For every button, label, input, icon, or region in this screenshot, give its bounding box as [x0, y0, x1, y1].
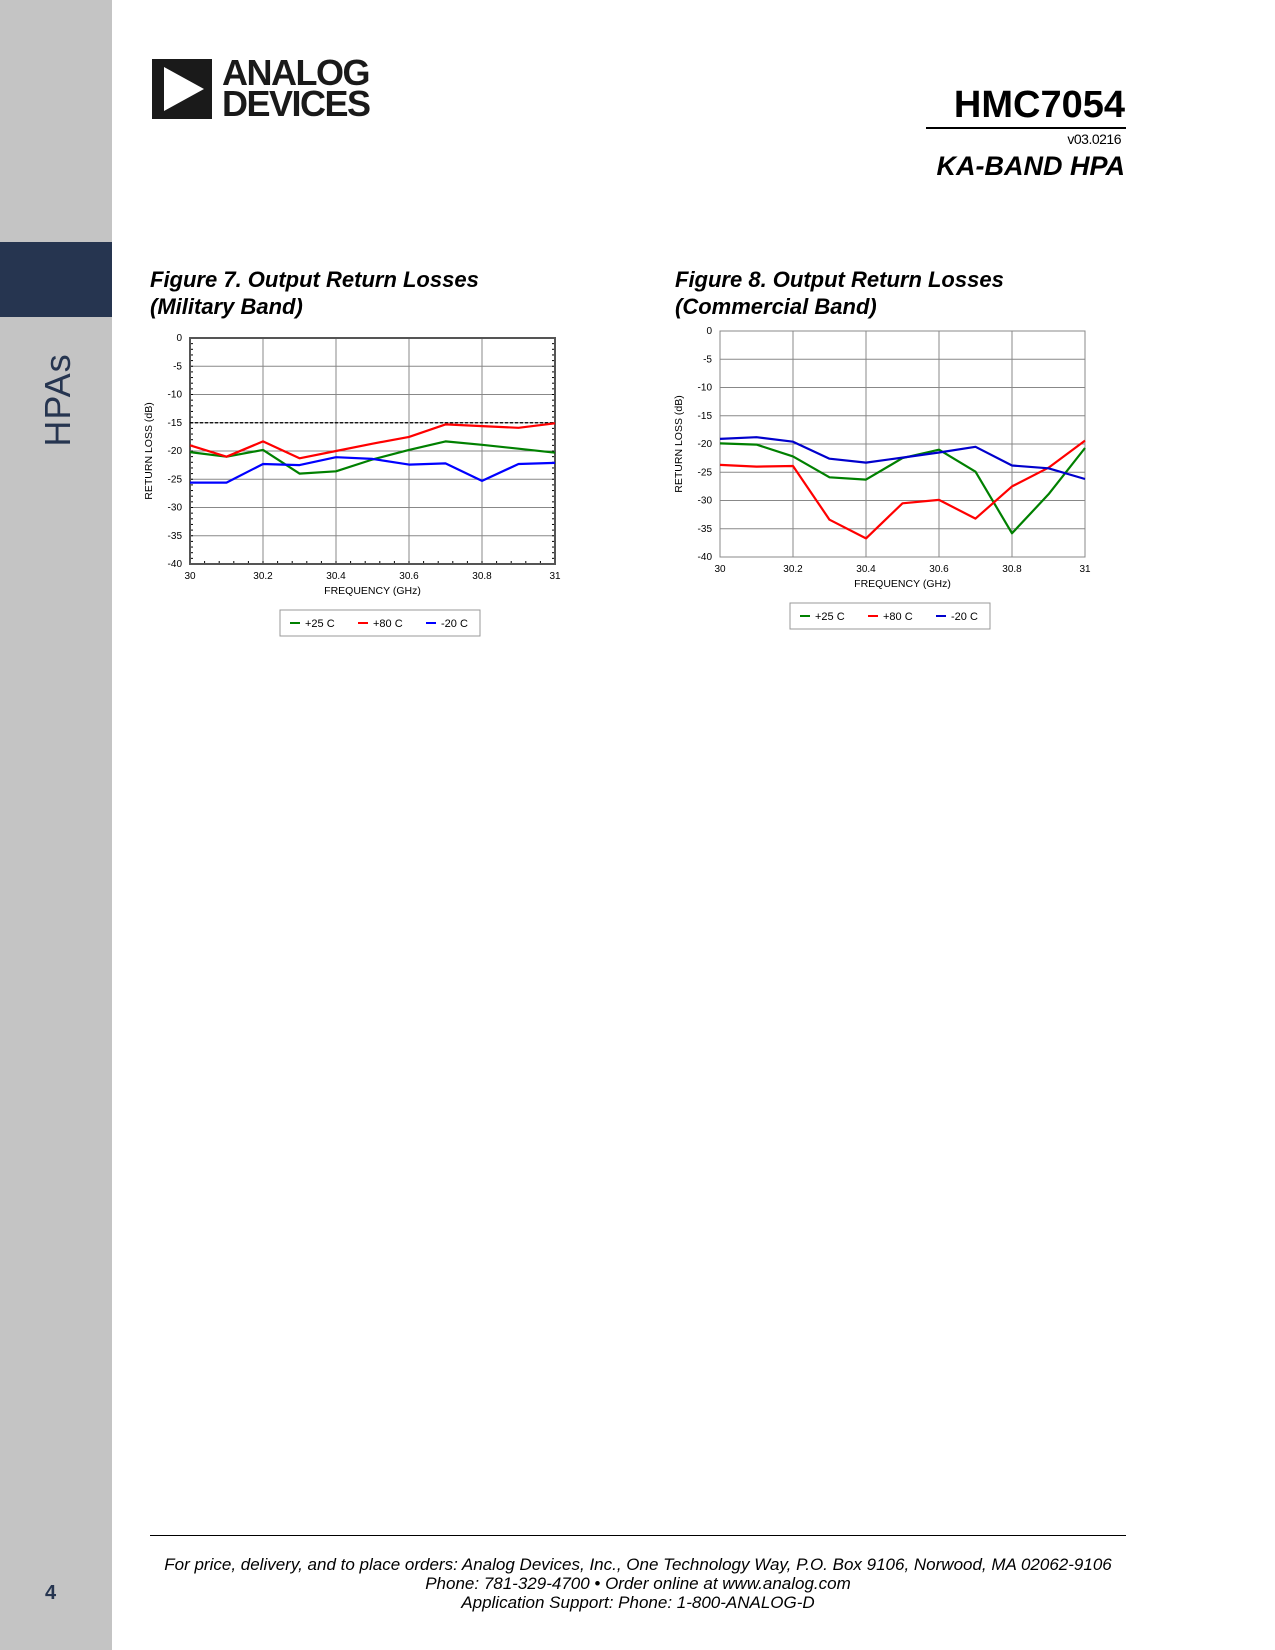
logo-line-2: DEVICES — [222, 83, 370, 124]
fig7-ytick-label: -35 — [167, 530, 182, 542]
footer-line-3: Application Support: Phone: 1-800-ANALOG-D — [461, 1593, 815, 1612]
fig7-y-axis-label: RETURN LOSS (dB) — [143, 402, 155, 500]
section-label: HPAs — [37, 353, 78, 447]
fig8-ytick-label: -20 — [697, 439, 712, 450]
figure-7-chart — [140, 330, 580, 660]
part-number: HMC7054 — [953, 84, 1125, 126]
analog-devices-logo — [152, 52, 382, 124]
fig8-ytick-label: -35 — [697, 523, 712, 535]
figure-8-title — [675, 266, 1004, 320]
fig7-legend-label-1: +25 C — [305, 618, 335, 630]
figure-7-title-line-2: (Military Band) — [150, 294, 303, 319]
header-divider — [926, 127, 1126, 129]
fig8-xtick-label: 30.6 — [929, 564, 949, 575]
fig7-ytick-label: 0 — [176, 333, 182, 344]
fig7-ytick-label: -20 — [167, 446, 182, 457]
product-subtitle: KA-BAND HPA — [936, 151, 1125, 181]
figure-8-plot — [670, 323, 1110, 653]
fig8-ytick-label: -40 — [697, 552, 712, 563]
fig7-legend-label-2: +80 C — [373, 618, 403, 630]
document-version: v03.0216 — [1067, 131, 1121, 147]
fig8-y-axis-label: RETURN LOSS (dB) — [673, 395, 685, 493]
fig7-xtick-label: 30 — [184, 571, 196, 582]
fig8-ytick-label: -10 — [697, 382, 712, 394]
fig8-xtick-label: 30.8 — [1002, 564, 1022, 575]
figure-7-title — [150, 266, 479, 320]
figure-8-title-line-2: (Commercial Band) — [675, 294, 877, 319]
fig8-ytick-label: -15 — [697, 410, 712, 422]
figure-8-chart — [670, 323, 1110, 653]
page-number: 4 — [45, 1582, 57, 1604]
fig8-ytick-label: 0 — [706, 326, 712, 337]
fig7-xtick-label: 30.6 — [399, 571, 419, 582]
footer — [150, 1555, 1126, 1612]
fig8-legend-label-1: +25 C — [815, 611, 845, 623]
fig7-ytick-label: -15 — [167, 417, 182, 429]
fig7-xtick-label: 30.4 — [326, 571, 346, 582]
logo-wordmark — [222, 52, 370, 124]
fig7-x-axis-label: FREQUENCY (GHz) — [324, 585, 421, 597]
footer-divider — [150, 1535, 1126, 1536]
fig7-ytick-label: -30 — [167, 502, 182, 514]
logo-triangle-icon — [152, 59, 212, 119]
fig8-ytick-label: -5 — [703, 354, 712, 366]
figure-7-title-line-1: Figure 7. Output Return Losses — [150, 267, 479, 292]
fig8-ytick-label: -30 — [697, 495, 712, 507]
fig8-legend-label-2: +80 C — [883, 611, 913, 623]
fig8-x-axis-label: FREQUENCY (GHz) — [854, 578, 951, 590]
fig7-ytick-label: -25 — [167, 474, 182, 486]
fig8-xtick-label: 30.4 — [856, 564, 876, 575]
fig7-legend-label-3: -20 C — [441, 618, 468, 630]
logo-line-1: ANALOG — [222, 52, 369, 93]
fig7-ytick-label: -10 — [167, 389, 182, 401]
figure-8-title-line-1: Figure 8. Output Return Losses — [675, 267, 1004, 292]
fig8-legend-label-3: -20 C — [951, 611, 978, 623]
footer-line-1: For price, delivery, and to place orders: Analog Devices, Inc., One Technology Way, P.O. Box 9106, Norwood, MA 02062-9106 — [164, 1555, 1112, 1574]
fig8-ytick-label: -25 — [697, 467, 712, 479]
fig7-xtick-label: 31 — [549, 571, 561, 582]
fig8-xtick-label: 30.2 — [783, 564, 803, 575]
fig8-xtick-label: 31 — [1079, 564, 1091, 575]
figure-7-plot — [140, 330, 580, 660]
footer-line-2: Phone: 781-329-4700 • Order online at www.analog.com — [425, 1574, 851, 1593]
fig7-ytick-label: -40 — [167, 559, 182, 570]
fig7-ytick-label: -5 — [173, 361, 182, 373]
fig7-xtick-label: 30.8 — [472, 571, 492, 582]
fig7-xtick-label: 30.2 — [253, 571, 273, 582]
sidebar-section-tab — [0, 242, 112, 317]
fig8-xtick-label: 30 — [714, 564, 726, 575]
